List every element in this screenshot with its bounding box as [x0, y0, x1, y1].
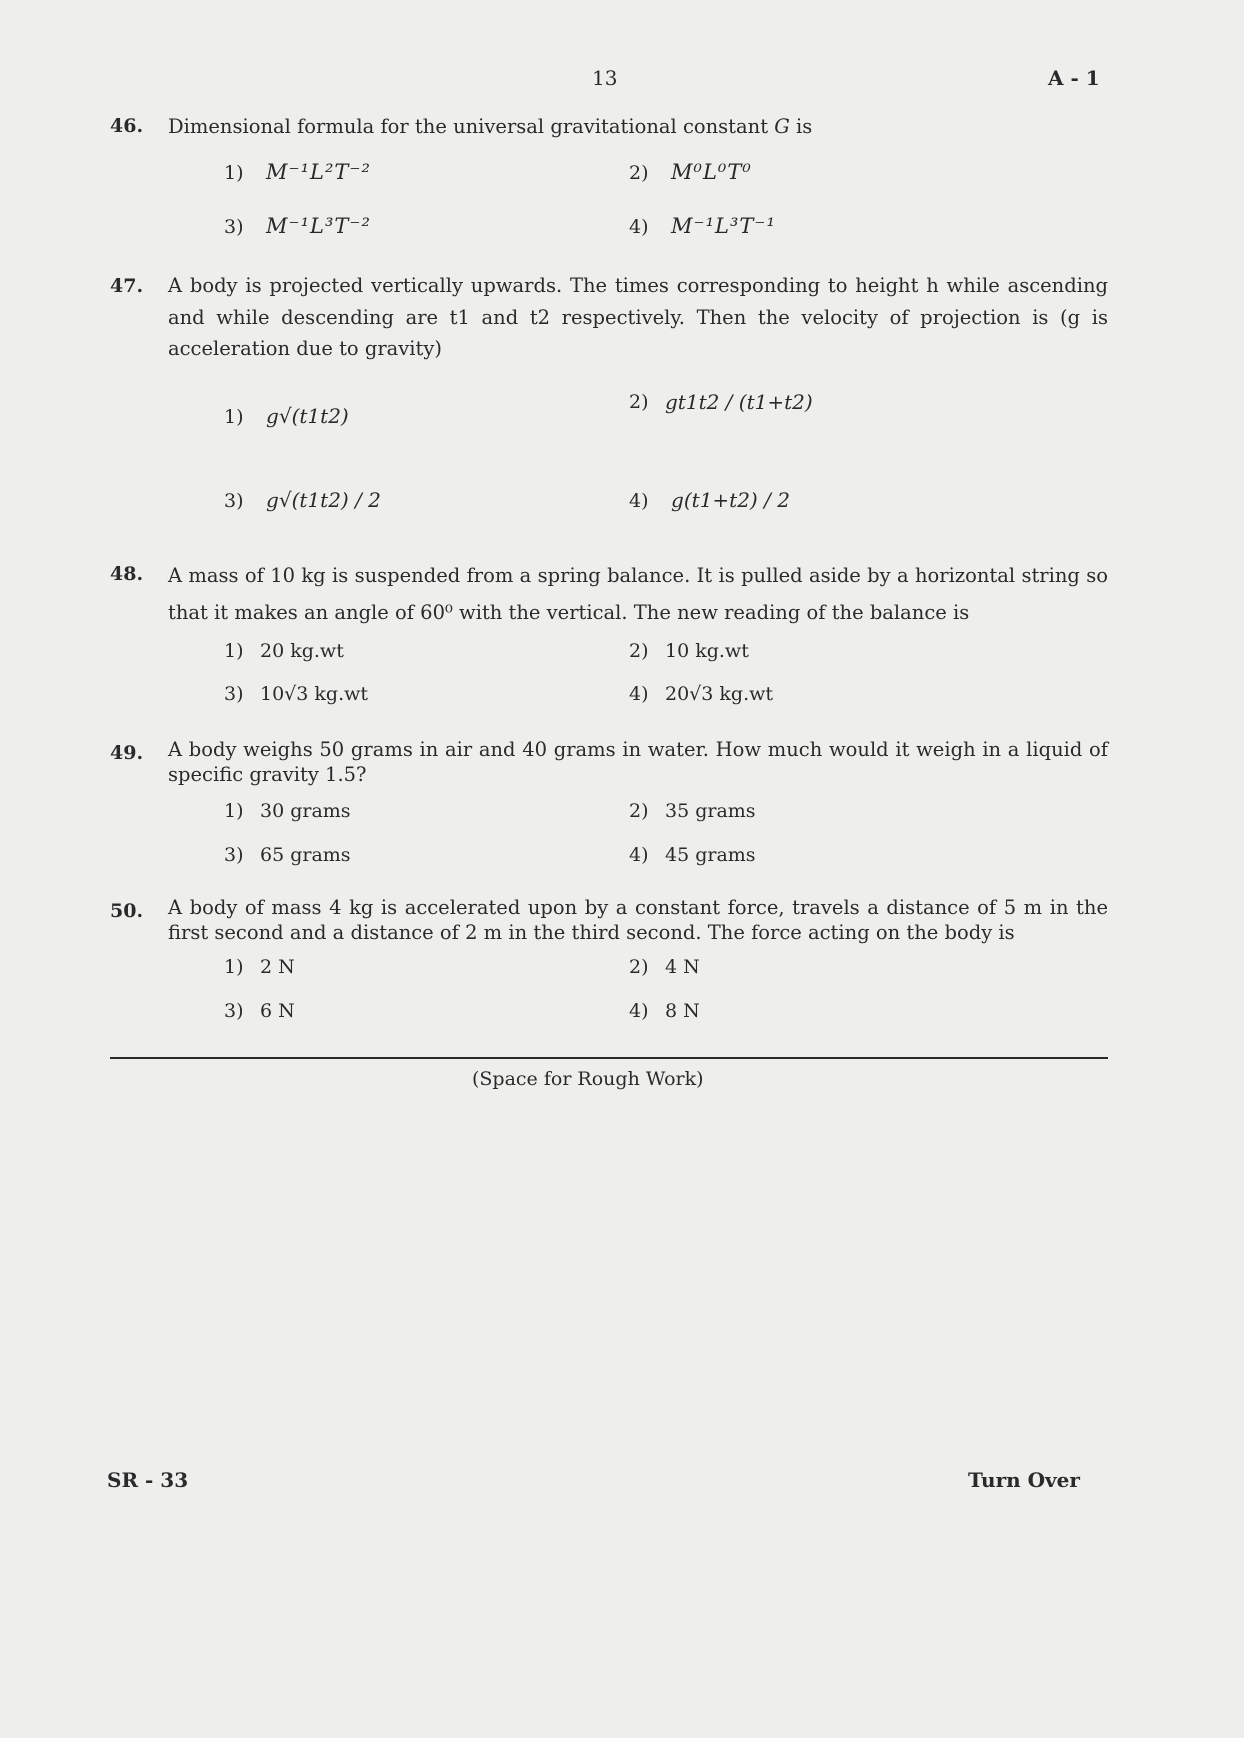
- paper-code: A - 1: [1048, 66, 1100, 90]
- option-2: 2) 4 N: [629, 956, 700, 978]
- option-expr: M⁻¹L³T⁻¹: [671, 214, 776, 238]
- option-expr: g√(t1t2) / 2: [266, 488, 381, 512]
- question-text: Dimensional formula for the universal gravitational constant G is: [168, 115, 813, 138]
- question-number: 49.: [110, 742, 144, 764]
- turn-over-label: Turn Over: [968, 1468, 1080, 1492]
- option-expr: M⁻¹L³T⁻²: [266, 214, 371, 238]
- divider-line: [110, 1057, 1108, 1059]
- option-2: 2) 35 grams: [629, 800, 756, 822]
- option-1: 1) g√(t1t2): [224, 404, 349, 428]
- option-4: 4) 20√3 kg.wt: [629, 683, 774, 705]
- question-text: A body weighs 50 grams in air and 40 grams in water. How much would it weigh in a liquid of specific gravity 1.5?: [168, 738, 1108, 787]
- question-number: 50.: [110, 900, 144, 922]
- option-1: 1) 2 N: [224, 956, 295, 978]
- rough-work-label: (Space for Rough Work): [472, 1068, 704, 1090]
- option-2: 2) 10 kg.wt: [629, 640, 749, 662]
- option-2: 2) M⁰L⁰T⁰: [629, 160, 752, 184]
- option-expr: M⁰L⁰T⁰: [671, 160, 752, 184]
- question-text: A body is projected vertically upwards. The times corresponding to height h while ascending and while descending are t1 and t2 respectively. Then the velocity of projection is (g is acceleration due to gravity): [168, 274, 1108, 361]
- option-expr: gt1t2 / (t1+t2): [665, 390, 813, 414]
- option-expr: g√(t1t2): [266, 404, 349, 428]
- option-3: 3) M⁻¹L³T⁻²: [224, 214, 371, 238]
- option-4: 4) 8 N: [629, 1000, 700, 1022]
- question-number: 48.: [110, 563, 144, 585]
- option-expr: M⁻¹L²T⁻²: [266, 160, 371, 184]
- option-3: 3) 65 grams: [224, 844, 351, 866]
- question-text: A mass of 10 kg is suspended from a spring balance. It is pulled aside by a horizontal string so that it makes an angle of 60⁰ with the vertical. The new reading of the balance is: [168, 564, 1108, 625]
- question-number: 46.: [110, 115, 144, 137]
- footer-code: SR - 33: [107, 1468, 189, 1492]
- option-3: 3) 6 N: [224, 1000, 295, 1022]
- option-4: 4) M⁻¹L³T⁻¹: [629, 214, 776, 238]
- option-4: 4) 45 grams: [629, 844, 756, 866]
- question-text: A body of mass 4 kg is accelerated upon by a constant force, travels a distance of 5 m in the first second and a distance of 2 m in the third second. The force acting on the body is: [168, 896, 1108, 945]
- option-4: 4) g(t1+t2) / 2: [629, 488, 790, 512]
- option-1: 1) 20 kg.wt: [224, 640, 344, 662]
- option-3: 3) g√(t1t2) / 2: [224, 488, 381, 512]
- option-2: 2) gt1t2 / (t1+t2): [629, 390, 813, 414]
- question-number: 47.: [110, 275, 144, 297]
- option-1: 1) M⁻¹L²T⁻²: [224, 160, 371, 184]
- option-expr: g(t1+t2) / 2: [671, 488, 790, 512]
- option-3: 3) 10√3 kg.wt: [224, 683, 369, 705]
- option-1: 1) 30 grams: [224, 800, 351, 822]
- page-number: 13: [592, 66, 618, 90]
